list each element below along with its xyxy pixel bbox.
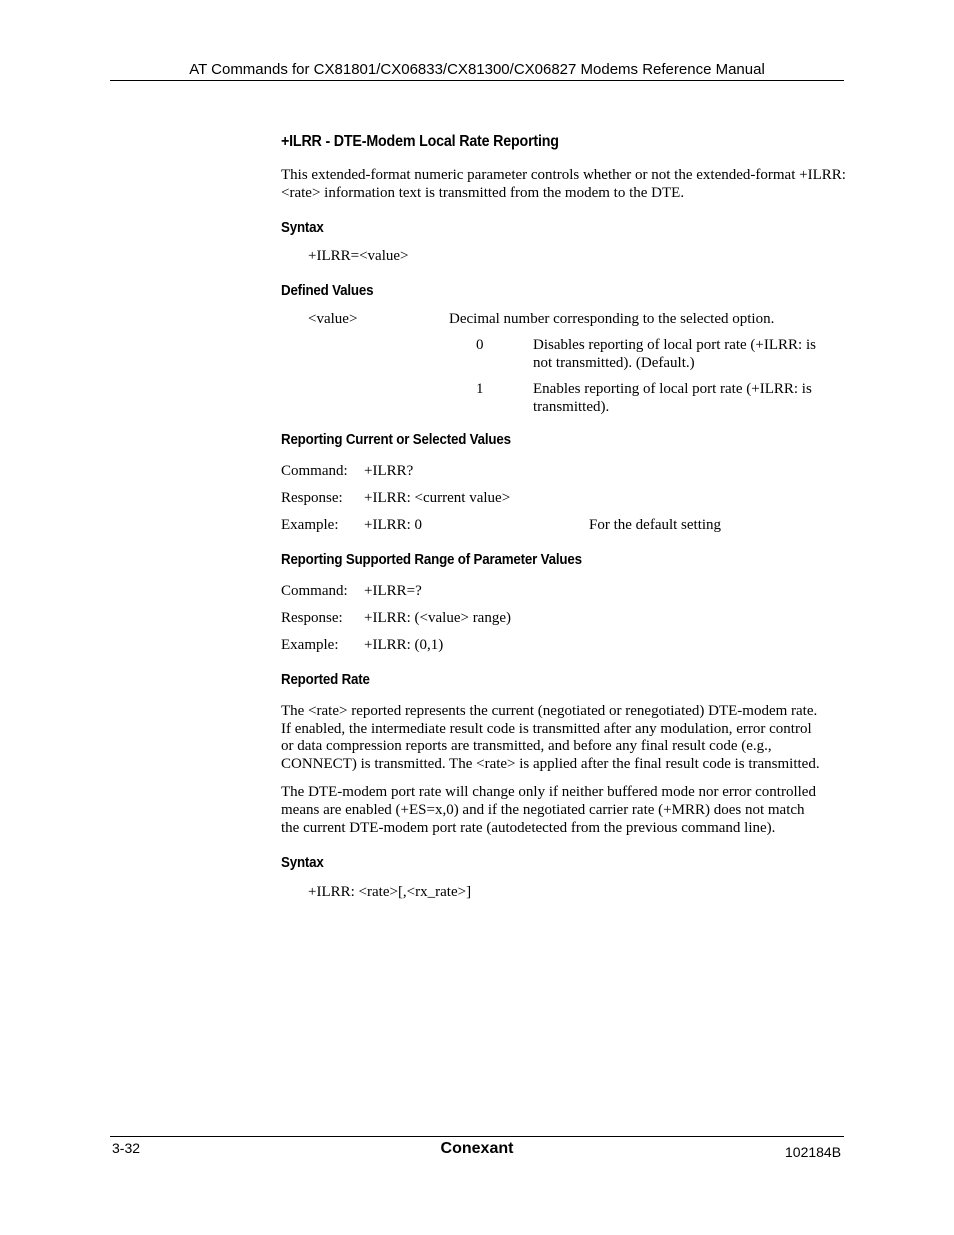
command-label: Command: — [281, 583, 348, 599]
footer-rule — [110, 1136, 844, 1137]
paragraph-line: means are enabled (+ES=x,0) and if the negotiated carrier rate (+MRR) does not match — [281, 802, 805, 818]
section-title: +ILRR - DTE-Modem Local Rate Reporting — [281, 133, 559, 150]
example-value: +ILRR: 0 — [364, 517, 423, 533]
option-description-line: transmitted). — [533, 399, 610, 415]
running-header: AT Commands for CX81801/CX06833/CX81300/CX06827 Modems Reference Manual — [189, 61, 765, 78]
response-value: +ILRR: <current value> — [364, 490, 511, 506]
reported-rate-heading: Reported Rate — [281, 672, 370, 688]
syntax-heading: Syntax — [281, 220, 324, 236]
option-description-line: Enables reporting of local port rate (+ILRR: is — [533, 381, 812, 397]
response-value: +ILRR: (<value> range) — [364, 610, 511, 626]
example-label: Example: — [281, 637, 339, 653]
document-number: 102184B — [785, 1144, 842, 1160]
paragraph-line: or data compression reports are transmitted, and before any final result code (e.g., — [281, 738, 772, 754]
command-value: +ILRR=? — [364, 583, 422, 599]
example-label: Example: — [281, 517, 339, 533]
page-number: 3-32 — [112, 1140, 141, 1156]
paragraph-line: CONNECT) is transmitted. The <rate> is applied after the final result code is transmitted. — [281, 756, 820, 772]
header-rule — [110, 80, 844, 81]
option-description-line: not transmitted). (Default.) — [533, 355, 695, 371]
syntax-text: +ILRR: <rate>[,<rx_rate>] — [308, 884, 472, 900]
response-label: Response: — [281, 490, 343, 506]
defined-values-description: Decimal number corresponding to the selected option. — [449, 311, 775, 327]
company-name: Conexant — [440, 1140, 514, 1157]
example-value: +ILRR: (0,1) — [364, 637, 444, 653]
paragraph-line: the current DTE-modem port rate (autodetected from the previous command line). — [281, 820, 776, 836]
current-values-heading: Reporting Current or Selected Values — [281, 432, 511, 448]
defined-values-heading: Defined Values — [281, 283, 374, 299]
response-label: Response: — [281, 610, 343, 626]
syntax-text: +ILRR=<value> — [308, 248, 409, 264]
command-label: Command: — [281, 463, 348, 479]
intro-paragraph: This extended-format numeric parameter controls whether or not the extended-format +ILRR:<rate> information text is transmitted from the modem to the DTE. — [281, 167, 846, 201]
paragraph-line: If enabled, the intermediate result code is transmitted after any modulation, error control — [281, 721, 812, 737]
option-value: 0 — [476, 337, 484, 353]
option-description-line: Disables reporting of local port rate (+ILRR: is — [533, 337, 816, 353]
supported-range-heading: Reporting Supported Range of Parameter Values — [281, 552, 582, 568]
command-value: +ILRR? — [364, 463, 414, 479]
syntax-heading: Syntax — [281, 855, 324, 871]
paragraph-line: The <rate> reported represents the current (negotiated or renegotiated) DTE-modem rate. — [281, 703, 818, 719]
example-note: For the default setting — [589, 517, 722, 533]
option-value: 1 — [476, 381, 484, 397]
paragraph-line: The DTE-modem port rate will change only if neither buffered mode nor error controlled — [281, 784, 816, 800]
defined-values-param: <value> — [308, 311, 358, 327]
